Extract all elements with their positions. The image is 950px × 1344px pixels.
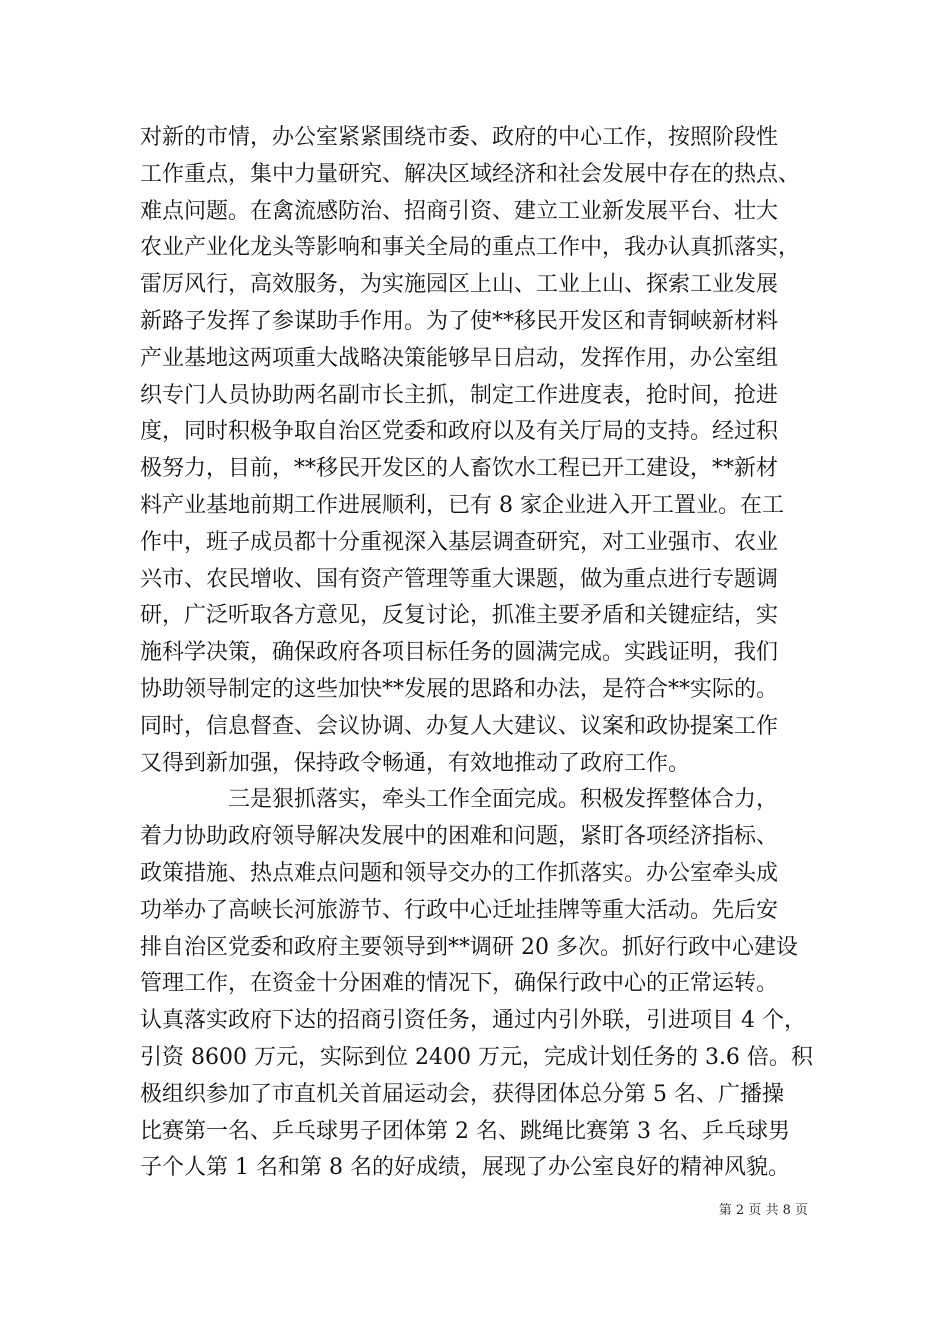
text-line: 施科学决策，确保政府各项目标任务的圆满完成。实践证明，我们 bbox=[140, 640, 779, 666]
text-line: 织专门人员协助两名副市长主抓，制定工作进度表，抢时间，抢进 bbox=[140, 382, 779, 408]
text-line: 新路子发挥了参谋助手作用。为了使**移民开发区和青铜峡新材料 bbox=[140, 308, 779, 334]
text-line: 管理工作，在资金十分困难的情况下，确保行政中心的正常运转。 bbox=[140, 971, 779, 997]
text-line: 极努力，目前，**移民开发区的人畜饮水工程已开工建设，**新材 bbox=[140, 456, 779, 482]
text-line: 工作重点，集中力量研究、解决区域经济和社会发展中存在的热点、 bbox=[140, 161, 801, 187]
text-line: 研，广泛听取各方意见，反复讨论，抓准主要矛盾和关键症结，实 bbox=[140, 603, 779, 629]
body-text bbox=[140, 120, 820, 1187]
text-line: 作中，班子成员都十分重视深入基层调查研究，对工业强市、农业 bbox=[140, 529, 779, 555]
text-line: 产业基地这两项重大战略决策能够早日启动，发挥作用，办公室组 bbox=[140, 345, 779, 371]
text-line: 协助领导制定的这些加快**发展的思路和办法，是符合**实际的。 bbox=[140, 676, 779, 702]
text-line: 同时，信息督查、会议协调、办复人大建议、议案和政协提案工作 bbox=[140, 713, 779, 739]
text-line: 政策措施、热点难点问题和领导交办的工作抓落实。办公室牵头成 bbox=[140, 860, 779, 886]
paragraph-start-line: 三是狠抓落实，牵头工作全面完成。积极发挥整体合力， bbox=[228, 787, 779, 813]
text-line: 农业产业化龙头等影响和事关全局的重点工作中，我办认真抓落实， bbox=[140, 235, 801, 261]
page-number: 第 2 页 共 8 页 bbox=[718, 1203, 808, 1218]
text-line: 料产业基地前期工作进展顺利，已有 8 家企业进入开工置业。在工 bbox=[140, 492, 784, 518]
text-line: 比赛第一名、乒乓球男子团体第 2 名、跳绳比赛第 3 名、乒乓球男 bbox=[140, 1118, 790, 1144]
text-line: 度，同时积极争取自治区党委和政府以及有关厅局的支持。经过积 bbox=[140, 419, 779, 445]
text-line: 兴市、农民增收、国有资产管理等重大课题，做为重点进行专题调 bbox=[140, 566, 779, 592]
text-line: 排自治区党委和政府主要领导到**调研 20 多次。抓好行政中心建设 bbox=[140, 934, 798, 960]
text-line: 又得到新加强，保持政令畅通，有效地推动了政府工作。 bbox=[140, 750, 691, 776]
text-line: 着力协助政府领导解决发展中的困难和问题，紧盯各项经济指标、 bbox=[140, 824, 779, 850]
text-line: 极组织参加了市直机关首届运动会，获得团体总分第 5 名、广播操 bbox=[140, 1081, 784, 1107]
text-line: 功举办了高峡长河旅游节、行政中心迁址挂牌等重大活动。先后安 bbox=[140, 897, 779, 923]
text-line: 雷厉风行，高效服务，为实施园区上山、工业上山、探索工业发展 bbox=[140, 272, 779, 298]
text-line: 子个人第 1 名和第 8 名的好成绩，展现了办公室良好的精神风貌。 bbox=[140, 1155, 790, 1181]
text-line: 引资 8600 万元，实际到位 2400 万元，完成计划任务的 3.6 倍。积 bbox=[140, 1044, 813, 1070]
text-line: 认真落实政府下达的招商引资任务，通过内引外联，引进项目 4 个， bbox=[140, 1008, 806, 1034]
text-line: 难点问题。在禽流感防治、招商引资、建立工业新发展平台、壮大 bbox=[140, 198, 779, 224]
text-line: 对新的市情，办公室紧紧围绕市委、政府的中心工作，按照阶段性 bbox=[140, 125, 779, 150]
